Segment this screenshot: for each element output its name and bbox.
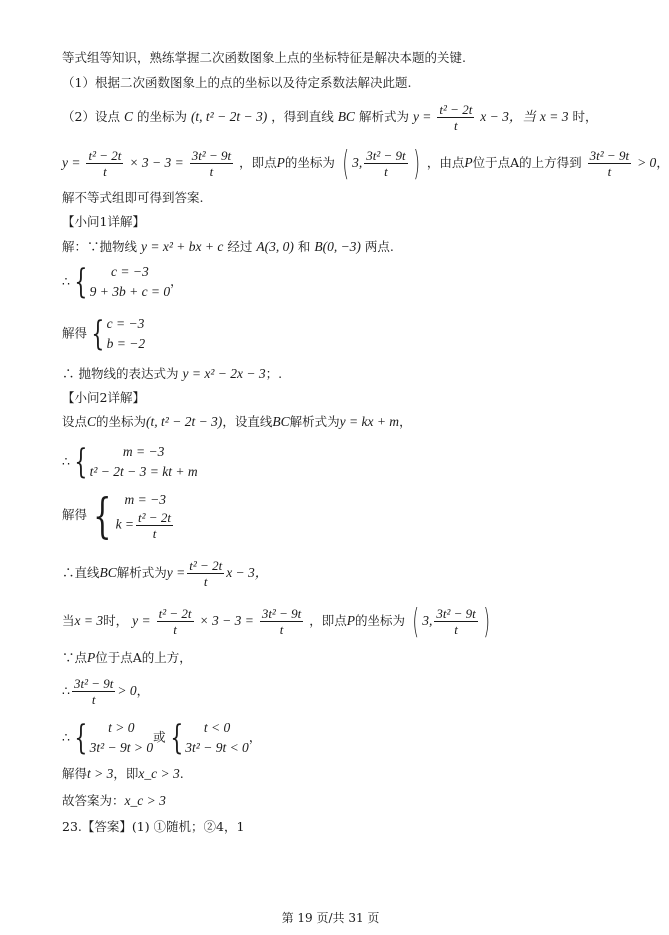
math-expression: y = x² − 2x − 3 <box>182 366 266 381</box>
left-brace: { <box>91 314 105 354</box>
equation-row: b = −2 <box>106 336 146 351</box>
text: 两点. <box>364 239 394 254</box>
text-line-15 <box>62 556 268 590</box>
text: 经过 <box>227 239 253 254</box>
equation-row: 9 + 3b + c = 0 <box>89 284 171 299</box>
text: 位于点A的上方， <box>95 650 192 665</box>
math-C: C <box>123 109 133 124</box>
paragraph-text: 解不等式组即可得到答案. <box>62 190 204 205</box>
math-line: y = kx + m <box>339 414 400 429</box>
math-ineq: t > 3 <box>87 766 114 781</box>
equation-row: t² − 2t − 3 = kt + m <box>89 464 198 479</box>
fraction <box>72 676 115 707</box>
text: ∵点 <box>62 650 88 665</box>
math-point-C: (t, t² − 2t − 3) <box>146 414 223 429</box>
numerator: 3t² − 9t <box>436 606 476 621</box>
math-BC: BC <box>272 414 290 429</box>
text: ∴直线 <box>62 565 100 580</box>
text: 时， <box>572 109 598 124</box>
text: ∴ 抛物线的表达式为 <box>62 366 179 381</box>
math-expr: x − 3， <box>226 565 269 580</box>
equation-system-1 <box>62 262 183 302</box>
math-P: P <box>346 613 355 628</box>
section-heading-1 <box>62 214 145 230</box>
text: . <box>179 766 184 781</box>
numerator: 3t² − 9t <box>261 606 302 621</box>
text: ， <box>136 683 150 698</box>
inequality-row: t > 0 <box>108 720 135 735</box>
fraction <box>86 148 123 179</box>
text: 设点 <box>62 414 88 429</box>
inequality-row: t < 0 <box>203 720 231 735</box>
math-k: k = <box>115 516 135 532</box>
text-line-3 <box>62 100 598 134</box>
math-P: P <box>87 650 96 665</box>
equation-row: m = −3 <box>124 492 166 507</box>
math-expr: × 3 − 3 = <box>129 155 184 170</box>
math-gt0: > 0 <box>637 155 657 170</box>
text: ， <box>656 155 669 170</box>
math-x3: x = 3 <box>539 109 569 124</box>
text-line-10 <box>62 366 282 382</box>
fraction <box>260 606 303 637</box>
left-paren: ( <box>412 601 419 642</box>
text: 的坐标为 <box>284 155 335 170</box>
text: 当 <box>62 613 75 628</box>
equation-system-2 <box>62 314 145 354</box>
text: 解得 <box>62 507 88 522</box>
math-gt0: > 0 <box>117 683 137 698</box>
text-line-16 <box>62 601 493 642</box>
denominator: t <box>384 164 388 179</box>
text: 解析式为 <box>289 414 340 429</box>
inequality-row: 3t² − 9t < 0 <box>185 740 249 755</box>
numerator: t² − 2t <box>88 148 122 163</box>
denominator: t <box>607 164 612 179</box>
section-heading-2 <box>62 390 145 406</box>
math-P: P <box>276 155 285 170</box>
math-x3: x = 3 <box>74 613 104 628</box>
system-rows <box>90 442 198 482</box>
text: 解析式为 <box>358 109 409 124</box>
text-line-12 <box>62 414 412 430</box>
text: 和 <box>297 239 311 254</box>
text-line-5 <box>62 190 203 206</box>
text: 解得 <box>62 766 88 781</box>
text: ，即点 <box>309 613 347 628</box>
numerator: 3t² − 9t <box>73 676 114 691</box>
denominator: t <box>152 526 157 541</box>
math-y: y = <box>412 109 432 124</box>
paragraph-text: 23.【答案】(1) ①随机；②4，1 <box>62 819 245 834</box>
fraction <box>157 606 194 637</box>
math-expr: x − 3，当 <box>480 109 536 124</box>
system-rows <box>90 262 171 302</box>
left-paren: ( <box>342 143 349 184</box>
text: ，由点 <box>426 155 465 170</box>
therefore-symbol: ∴ <box>62 273 70 289</box>
math-y: y = <box>62 155 81 170</box>
system-rows <box>116 490 175 541</box>
therefore-symbol: ∴ <box>62 453 70 469</box>
math-y: y = <box>166 565 186 580</box>
fraction <box>434 606 477 637</box>
heading-text: 【小问2详解】 <box>62 390 145 405</box>
math-answer: x_c > 3 <box>124 793 166 808</box>
math-P: P <box>464 155 473 170</box>
math-point-B: B(0, −3) <box>314 239 361 254</box>
left-brace: { <box>74 262 88 302</box>
denominator: t <box>173 622 177 637</box>
equation-system-3 <box>62 442 198 482</box>
math-coord: 3, <box>422 613 433 628</box>
system-rows <box>185 718 249 758</box>
therefore-symbol: ∴ <box>62 683 70 698</box>
text-or: 或 <box>153 729 166 745</box>
numerator: t² − 2t <box>158 606 192 621</box>
equation-row: c = −3 <box>106 316 145 331</box>
math-y: y = <box>132 613 151 628</box>
left-brace: { <box>74 718 88 758</box>
text-line-2 <box>62 75 411 91</box>
fraction <box>190 148 233 179</box>
math-point-A: A(3, 0) <box>256 239 294 254</box>
right-paren: ) <box>412 143 420 184</box>
system-rows <box>90 718 154 758</box>
text: 解得 <box>62 325 88 341</box>
text-line-4 <box>62 143 669 184</box>
math-coord: 3, <box>352 155 363 170</box>
equation-row: m = −3 <box>122 444 165 459</box>
math-BC: BC <box>337 109 355 124</box>
text: ；. <box>265 366 283 381</box>
text-line-17 <box>62 650 192 666</box>
numerator: 3t² − 9t <box>191 148 232 163</box>
fraction <box>136 510 173 541</box>
fraction <box>364 148 407 179</box>
math-point-C: (t, t² − 2t − 3) <box>190 109 268 124</box>
numerator: 3t² − 9t <box>589 148 630 163</box>
math-ineq: x_c > 3 <box>138 766 180 781</box>
numerator: t² − 2t <box>189 558 223 573</box>
denominator: t <box>209 164 214 179</box>
text: ，即点 <box>239 155 277 170</box>
text: ，即 <box>113 766 139 781</box>
denominator: t <box>91 692 96 707</box>
text-line-20 <box>62 766 184 782</box>
denominator: t <box>203 574 208 589</box>
text-line-22 <box>62 819 244 835</box>
text-line-1 <box>62 50 466 66</box>
text: 位于点A的上方得到 <box>472 155 582 170</box>
denominator: t <box>279 622 284 637</box>
left-brace: { <box>93 487 112 544</box>
left-brace: { <box>169 718 183 758</box>
text: 解：∵抛物线 <box>62 239 138 254</box>
paragraph-text: （1）根据二次函数图象上的点的坐标以及待定系数法解决此题. <box>62 75 412 90</box>
numerator: 3t² − 9t <box>366 148 406 163</box>
text-line-18 <box>62 674 149 708</box>
text: 故答案为： <box>62 793 125 808</box>
numerator: t² − 2t <box>439 102 473 117</box>
math-expr: × 3 − 3 = <box>199 613 254 628</box>
text: ，得到直线 <box>271 109 334 124</box>
paragraph-text: 等式组等知识，熟练掌握二次函数图象上点的坐标特征是解决本题的关键. <box>62 50 466 65</box>
text-line-7 <box>62 239 394 255</box>
math-C: C <box>87 414 97 429</box>
fraction <box>187 558 224 589</box>
system-rows <box>107 314 145 354</box>
text: 时， <box>103 613 129 628</box>
text: ， <box>248 729 262 745</box>
equation-system-5 <box>62 718 261 758</box>
fraction <box>588 148 631 179</box>
left-brace: { <box>74 442 88 482</box>
text: （2）设点 <box>62 109 120 124</box>
fraction <box>437 102 474 133</box>
text: ， <box>170 273 183 289</box>
math-parabola: y = x² + bx + c <box>141 239 224 254</box>
therefore-symbol: ∴ <box>62 729 70 745</box>
text: 的坐标为 <box>136 109 187 124</box>
text: 解析式为 <box>116 565 167 580</box>
inequality-row: 3t² − 9t > 0 <box>89 740 154 755</box>
denominator: t <box>454 118 458 133</box>
text: ，设直线 <box>222 414 273 429</box>
text-line-21 <box>62 793 166 809</box>
page-footer: 第 19 页/共 31 页 <box>281 911 380 925</box>
heading-text: 【小问1详解】 <box>62 214 145 229</box>
denominator: t <box>454 622 458 637</box>
equation-row: c = −3 <box>111 264 149 279</box>
math-BC: BC <box>99 565 117 580</box>
right-paren: ) <box>483 601 490 642</box>
equation-system-4 <box>62 487 175 544</box>
text: 的坐标为 <box>354 613 405 628</box>
text: ， <box>399 414 412 429</box>
equation-row <box>116 510 175 541</box>
numerator: t² − 2t <box>138 510 171 525</box>
denominator: t <box>103 164 107 179</box>
text: 的坐标为 <box>96 414 147 429</box>
